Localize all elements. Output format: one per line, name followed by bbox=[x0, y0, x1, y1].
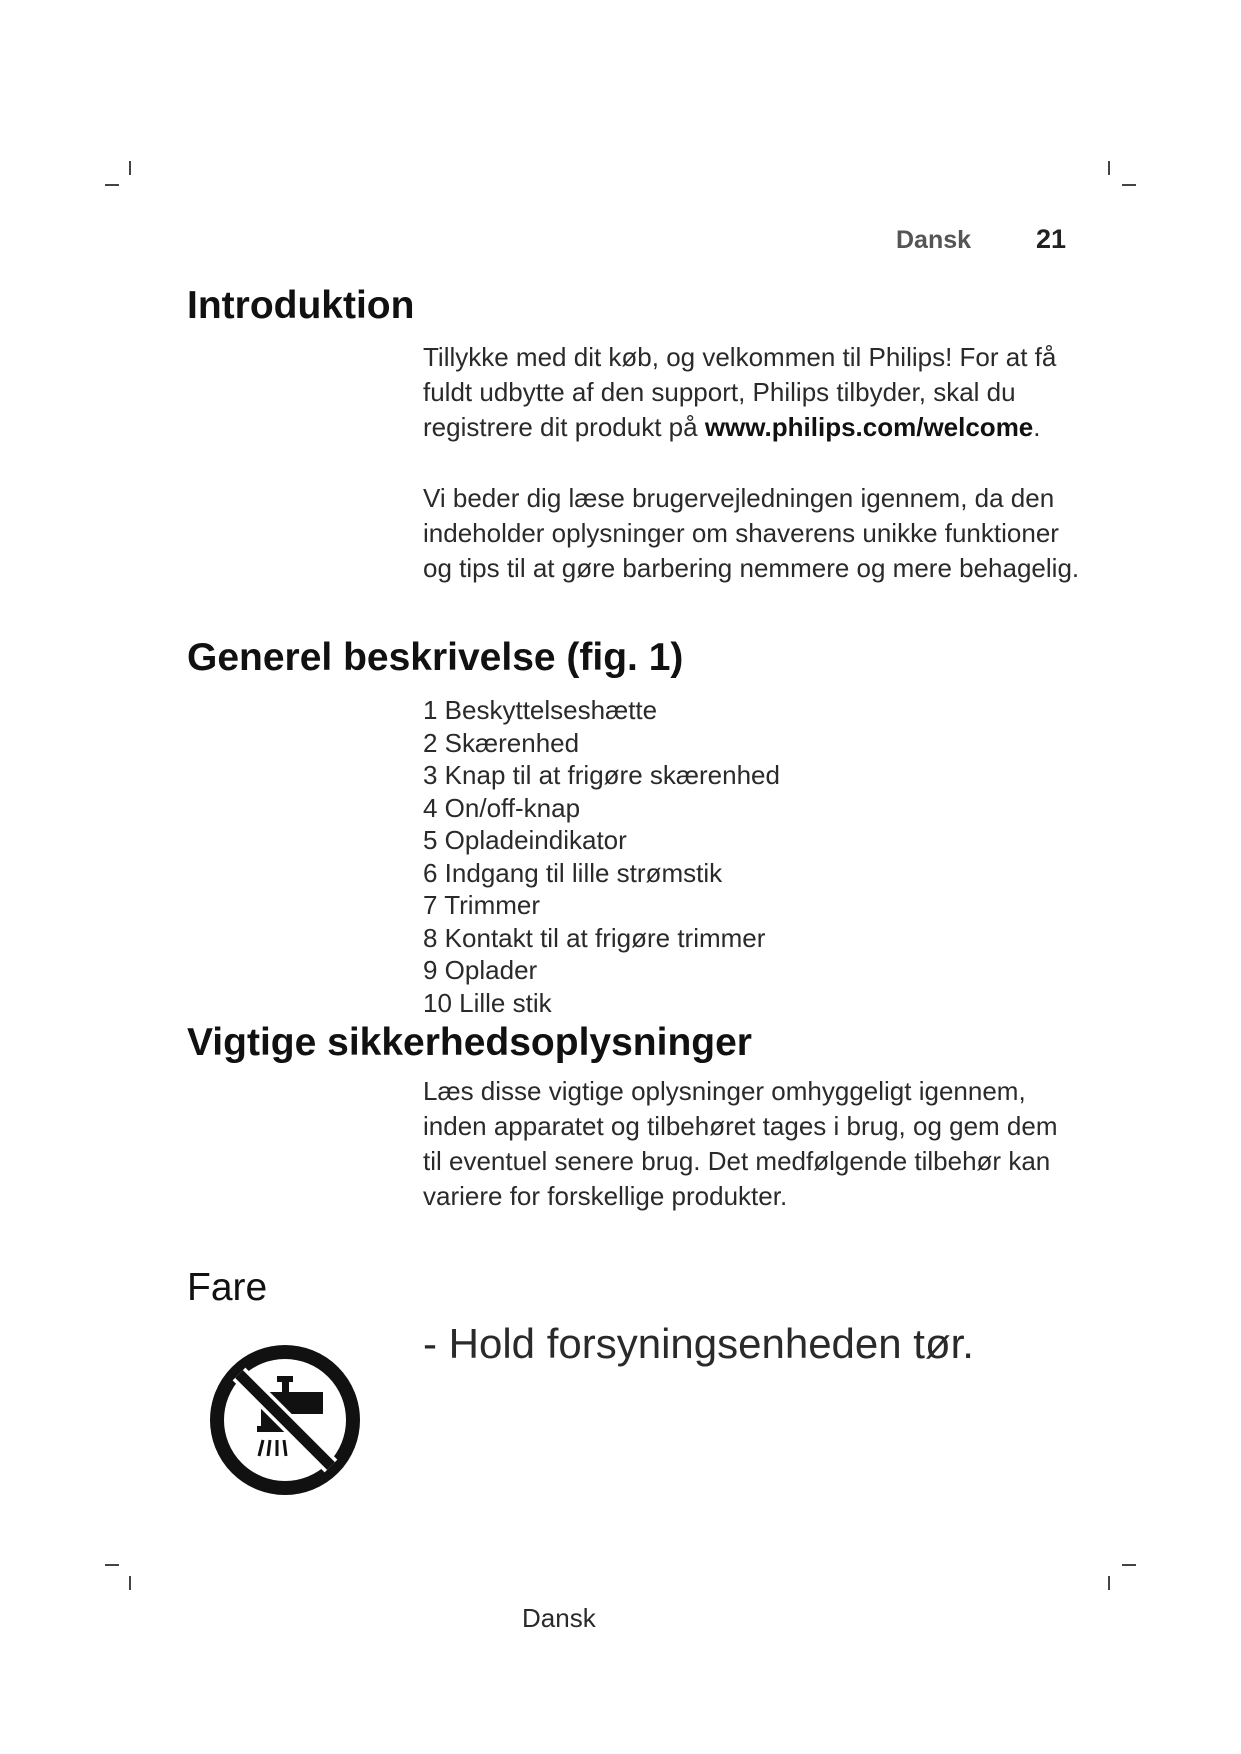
list-item: 1 Beskyttelseshætte bbox=[423, 695, 658, 725]
list-item: 7 Trimmer bbox=[423, 890, 540, 920]
intro-heading: Introduktion bbox=[187, 284, 415, 327]
list-item: 5 Opladeindikator bbox=[423, 825, 627, 855]
crop-mark-bl-h bbox=[105, 1564, 119, 1566]
welcome-link[interactable]: www.philips.com/welcome bbox=[704, 412, 1034, 442]
intro-paragraph-1 bbox=[423, 340, 1083, 445]
footer-language: Dansk bbox=[522, 1603, 596, 1633]
list-item: 2 Skærenhed bbox=[423, 727, 580, 758]
crop-mark-bl-v bbox=[129, 1576, 131, 1590]
list-item: 4 On/off-knap bbox=[423, 792, 581, 823]
list-item: 6 Indgang til lille strømstik bbox=[423, 857, 723, 888]
description-heading: Generel beskrivelse (fig. 1) bbox=[187, 636, 684, 679]
crop-mark-tr-h bbox=[1122, 184, 1136, 186]
no-water-tap-icon bbox=[205, 1340, 365, 1500]
crop-mark-tl-h bbox=[105, 184, 119, 186]
intro-period: . bbox=[1033, 412, 1041, 442]
list-item: 3 Knap til at frigøre skærenhed bbox=[423, 760, 780, 790]
danger-item: - Hold forsyningsenheden tør. bbox=[423, 1320, 974, 1367]
safety-heading: Vigtige sikkerhedsoplysninger bbox=[187, 1021, 752, 1064]
intro-paragraph-2: Vi beder dig læse brugervejledningen igennem, da den indeholder oplysninger om shaverens unikke funktioner og tips til at gøre barbering nemmere og mere behagelig. bbox=[423, 483, 1080, 583]
crop-mark-tl-v bbox=[129, 161, 131, 175]
intro-text: Tillykke med dit køb, og velkommen til Philips! For at få fuldt udbytte af den support, Philips tilbyder, skal du registrere dit produkt på bbox=[423, 342, 1057, 442]
header-language: Dansk bbox=[896, 226, 972, 254]
danger-heading: Fare bbox=[187, 1266, 268, 1309]
safety-paragraph: Læs disse vigtige oplysninger omhyggeligt igennem, inden apparatet og tilbehøret tages i brug, og gem dem til eventuel senere brug. Det medfølgende tilbehør kan variere for forskellige produkter. bbox=[423, 1076, 1058, 1211]
parts-list bbox=[423, 694, 780, 1019]
list-item: 8 Kontakt til at frigøre trimmer bbox=[423, 922, 766, 953]
list-item: 10 Lille stik bbox=[423, 987, 552, 1018]
crop-mark-br-v bbox=[1108, 1576, 1110, 1590]
list-item: 9 Oplader bbox=[423, 955, 538, 985]
page-number: 21 bbox=[1036, 224, 1067, 254]
crop-mark-tr-v bbox=[1108, 161, 1110, 175]
crop-mark-br-h bbox=[1122, 1564, 1136, 1566]
